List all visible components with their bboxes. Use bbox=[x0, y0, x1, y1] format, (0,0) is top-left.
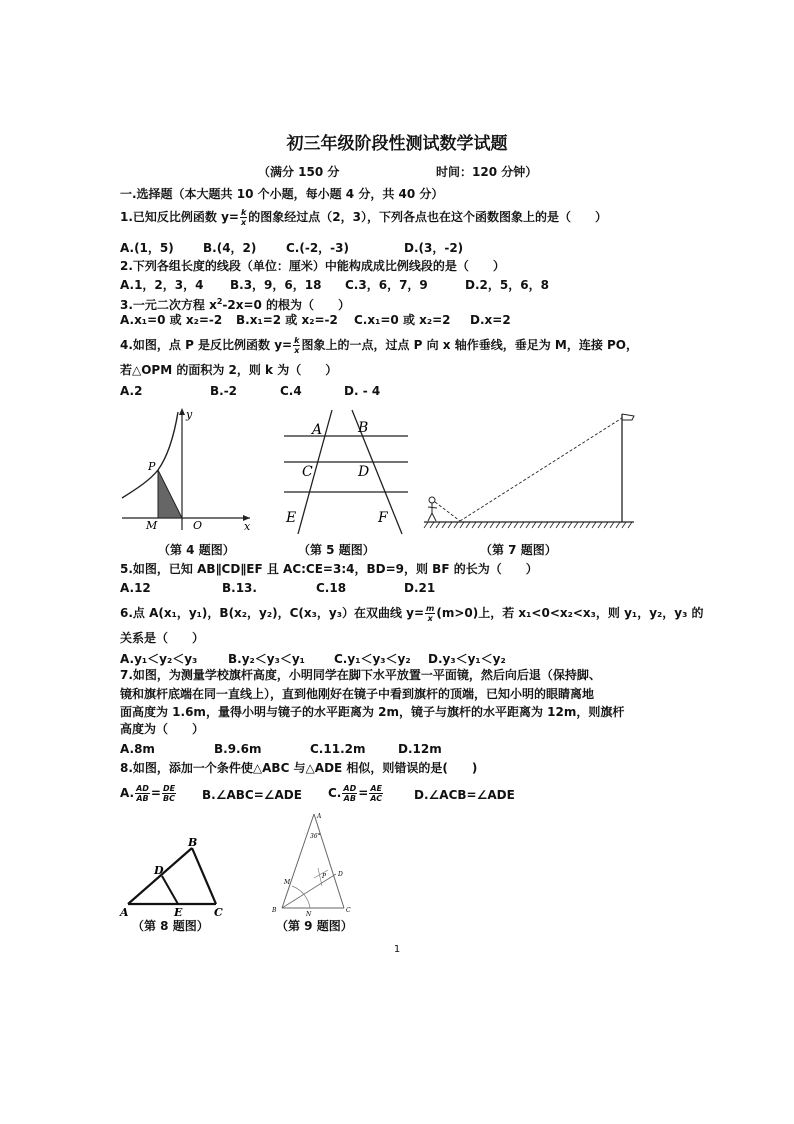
q4-option-b: B.-2 bbox=[210, 384, 238, 398]
q5-option-c: C.18 bbox=[316, 581, 347, 595]
q3-option-b: B.x₁=2 或 x₂=-2 bbox=[236, 313, 338, 327]
figure-5-parallel-lines bbox=[282, 404, 412, 536]
question-2-stem: 2.下列各组长度的线段（单位：厘米）中能构成成比例线段的是（ ） bbox=[120, 259, 505, 273]
fig8-label-e: E bbox=[174, 906, 183, 918]
q8-option-b: B.∠ABC=∠ADE bbox=[202, 788, 302, 802]
question-5-stem: 5.如图，已知 AB∥CD∥EF 且 AC:CE=3:4，BD=9，则 BF 的长为（ ） bbox=[120, 562, 538, 576]
q2-option-c: C.3，6，7，9 bbox=[345, 278, 428, 292]
page-number: 1 bbox=[393, 944, 401, 955]
question-6-stem: 6.点 A(x₁，y₁)，B(x₂，y₂)，C(x₃，y₃）在双曲线 y= $\frac{m}{x}$ (m>0)上，若 x₁<0<x₂<x₃，则 y₁，y₂，y₃ 的 bbox=[120, 604, 704, 623]
fig9-label-c: C bbox=[346, 907, 351, 914]
fig9-label-n: N bbox=[306, 911, 312, 918]
fig5-label-b: B bbox=[358, 420, 369, 436]
fig5-label-d: D bbox=[358, 464, 370, 480]
fig9-label-a: A bbox=[317, 813, 322, 820]
q6-option-a: A.y₁＜y₂＜y₃ bbox=[120, 652, 198, 666]
caption-fig7: （第 7 题图） bbox=[480, 543, 557, 557]
fig8-label-c: C bbox=[214, 906, 223, 918]
full-score: （满分 150 分 bbox=[258, 165, 340, 179]
caption-fig8: （第 8 题图） bbox=[132, 919, 209, 933]
fig8-label-b: B bbox=[188, 836, 198, 849]
q1-option-c: C.(-2，-3) bbox=[286, 241, 349, 255]
figure-8-triangles bbox=[118, 836, 230, 918]
question-7-line2: 镜和旗杆底端在同一直线上），直到他刚好在镜子中看到旗杆的顶端，已知小明的眼睛离地 bbox=[120, 687, 595, 701]
question-7-line3: 面高度为 1.6m，量得小明与镜子的水平距离为 2m，镜子与旗杆的水平距离为 12m，则旗杆 bbox=[120, 705, 625, 719]
q7-option-a: A.8m bbox=[120, 742, 155, 756]
q1-option-a: A.(1，5) bbox=[120, 241, 174, 255]
q4-option-d: D. - 4 bbox=[344, 384, 381, 398]
q6-option-d: D.y₃＜y₁＜y₂ bbox=[428, 652, 506, 666]
q1-option-b: B.(4，2) bbox=[203, 241, 257, 255]
question-8-stem: 8.如图，添加一个条件使△ABC 与△ADE 相似，则错误的是( ) bbox=[120, 761, 478, 775]
q8-option-c: C. $\frac{AD}{AB}$ = $\frac{AE}{AC}$ bbox=[328, 784, 383, 803]
question-4-stem-line2: 若△OPM 的面积为 2，则 k 为（ ） bbox=[120, 363, 338, 377]
q4-option-c: C.4 bbox=[280, 384, 302, 398]
fig8-label-a: A bbox=[120, 906, 129, 918]
caption-fig9: （第 9 题图） bbox=[276, 919, 353, 933]
question-7-line1: 7.如图，为测量学校旗杆高度，小明同学在脚下水平放置一平面镜，然后向后退（保持脚、 bbox=[120, 668, 601, 682]
q8-option-a: A. $\frac{AD}{AB}$ = $\frac{DE}{BC}$ bbox=[120, 784, 176, 803]
fig5-label-a: A bbox=[312, 422, 323, 438]
figure-7-flagpole bbox=[420, 410, 638, 532]
q6-option-b: B.y₂＜y₃＜y₁ bbox=[228, 652, 305, 666]
q7-option-b: B.9.6m bbox=[214, 742, 262, 756]
q5-option-b: B.13. bbox=[222, 581, 257, 595]
fig5-label-f: F bbox=[378, 510, 388, 526]
question-6-stem-line2: 关系是（ ） bbox=[120, 631, 205, 645]
q4-option-a: A.2 bbox=[120, 384, 143, 398]
q8-option-d: D.∠ACB=∠ADE bbox=[414, 788, 515, 802]
q3-option-c: C.x₁=0 或 x₂=2 bbox=[354, 313, 451, 327]
fig9-label-angle: 36° bbox=[310, 833, 321, 840]
question-1-stem: 1.已知反比例函数 y= $\frac{k}{x}$ 的图象经过点（2，3），下列各点也在这个函数图象上的是（ ） bbox=[120, 208, 607, 227]
q3-option-a: A.x₁=0 或 x₂=-2 bbox=[120, 313, 223, 327]
fig9-label-d: D bbox=[338, 871, 343, 878]
fig9-label-p: P bbox=[322, 873, 327, 880]
q2-option-d: D.2，5，6，8 bbox=[465, 278, 549, 292]
fig9-label-m: M bbox=[284, 879, 291, 886]
q5-option-a: A.12 bbox=[120, 581, 151, 595]
question-3-stem: 3.一元二次方程 $x^2-2x=0$ 的根为（ ） bbox=[120, 297, 351, 312]
q7-option-c: C.11.2m bbox=[310, 742, 366, 756]
figure-4-hyperbola bbox=[118, 402, 258, 534]
question-7-line4: 高度为（ ） bbox=[120, 722, 205, 736]
section-heading: 一.选择题（本大题共 10 个小题，每小题 4 分，共 40 分） bbox=[120, 187, 444, 201]
fig8-label-d: D bbox=[154, 864, 164, 877]
fig9-label-b: B bbox=[272, 907, 277, 914]
fig5-label-c: C bbox=[302, 464, 313, 480]
fig4-label-x: x bbox=[244, 520, 251, 533]
fig5-label-e: E bbox=[286, 510, 297, 526]
caption-fig5: （第 5 题图） bbox=[298, 543, 375, 557]
fig4-label-y: y bbox=[186, 408, 193, 421]
fig4-label-m: M bbox=[146, 519, 158, 532]
figure-9-isosceles bbox=[268, 808, 358, 918]
fig4-label-o: O bbox=[193, 519, 203, 532]
q6-option-c: C.y₁＜y₃＜y₂ bbox=[334, 652, 411, 666]
q1-option-d: D.(3，-2) bbox=[404, 241, 464, 255]
caption-fig4: （第 4 题图） bbox=[158, 543, 235, 557]
q5-option-d: D.21 bbox=[404, 581, 436, 595]
fig4-label-p: P bbox=[148, 460, 156, 473]
q3-option-d: D.x=2 bbox=[470, 313, 511, 327]
q2-option-b: B.3，9，6，18 bbox=[230, 278, 322, 292]
q7-option-d: D.12m bbox=[398, 742, 442, 756]
q2-option-a: A.1，2，3，4 bbox=[120, 278, 204, 292]
exam-time: 时间：120 分钟） bbox=[436, 165, 538, 179]
page-title: 初三年级阶段性测试数学试题 bbox=[286, 134, 508, 154]
question-4-stem: 4.如图，点 P 是反比例函数 y= $\frac{k}{x}$ 图象上的一点，过点 P 向 x 轴作垂线，垂足为 M，连接 PO， bbox=[120, 336, 638, 355]
